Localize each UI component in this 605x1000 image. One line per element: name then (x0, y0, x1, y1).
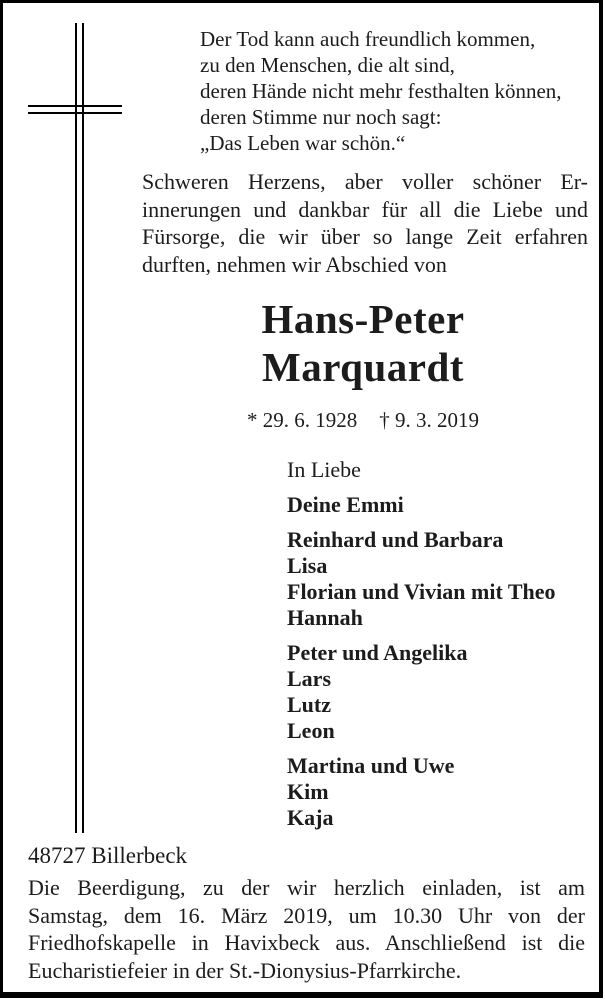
mourner-name: Reinhard und Barbara (287, 527, 504, 552)
deceased-name-line1: Hans-Peter (261, 296, 465, 342)
birth-date: * 29. 6. 1928 (247, 408, 358, 432)
text-line: Die Beerdigung, zu der wir herzlich einladen, ist am (28, 875, 585, 900)
cross-horizontal-line (28, 105, 122, 107)
mourners-intro: In Liebe (287, 457, 361, 482)
text-line: Samstag, dem 16. März 2019, um 10.30 Uhr von der (28, 902, 585, 928)
mourner-group (287, 527, 556, 631)
text-line: Fürsorge, die wir über so lange Zeit erfahren (142, 224, 588, 249)
death-date: † 9. 3. 2019 (379, 408, 479, 432)
text-line: Eucharistiefeier in der St.-Dionysius-Pfarrkirche. (28, 957, 462, 983)
text-line: Friedhofskapelle in Havixbeck aus. Anschließend ist die (28, 930, 585, 955)
cross-vertical-line (75, 23, 77, 833)
mourner-name: Kim (287, 779, 329, 804)
mourner-name: Kaja (287, 805, 334, 830)
mourner-group (287, 492, 556, 518)
funeral-details (28, 874, 585, 984)
mourner-name: Lutz (287, 692, 331, 717)
mourner-name: Florian und Vivian mit Theo (287, 579, 556, 604)
postal-location: 48727 Billerbeck (28, 843, 188, 868)
life-dates (142, 407, 584, 433)
mourner-name: Hannah (287, 605, 363, 630)
poem-text (200, 26, 562, 156)
text-line: Schweren Herzens, aber voller schöner Er- (142, 169, 588, 194)
mourner-name: Deine Emmi (287, 492, 404, 517)
text-line: deren Hände nicht mehr festhalten können, (200, 79, 562, 103)
farewell-paragraph (142, 168, 588, 278)
mourner-name: Lars (287, 666, 331, 691)
mourners-section (287, 457, 556, 831)
deceased-name-line2: Marquardt (262, 344, 464, 390)
mourner-group (287, 640, 556, 744)
mourner-name: Leon (287, 718, 335, 743)
mourner-name: Lisa (287, 553, 328, 578)
cross-vertical-line (82, 23, 84, 833)
text-line: „Das Leben war schön.“ (200, 131, 406, 155)
memorial-cross-icon (0, 0, 130, 840)
text-line: innerungen und dankbar für all die Liebe und (142, 196, 588, 222)
text-line: zu den Menschen, die alt sind, (200, 53, 455, 77)
mourner-name: Peter und Angelika (287, 640, 468, 665)
mourner-name: Martina und Uwe (287, 753, 455, 778)
mourner-groups (287, 492, 556, 831)
deceased-name (142, 295, 584, 391)
mourner-group (287, 753, 556, 831)
cross-horizontal-line (28, 112, 122, 114)
text-line: durften, nehmen wir Abschied von (142, 251, 447, 277)
text-line: deren Stimme nur noch sagt: (200, 105, 442, 129)
text-line: Der Tod kann auch freundlich kommen, (200, 27, 536, 51)
